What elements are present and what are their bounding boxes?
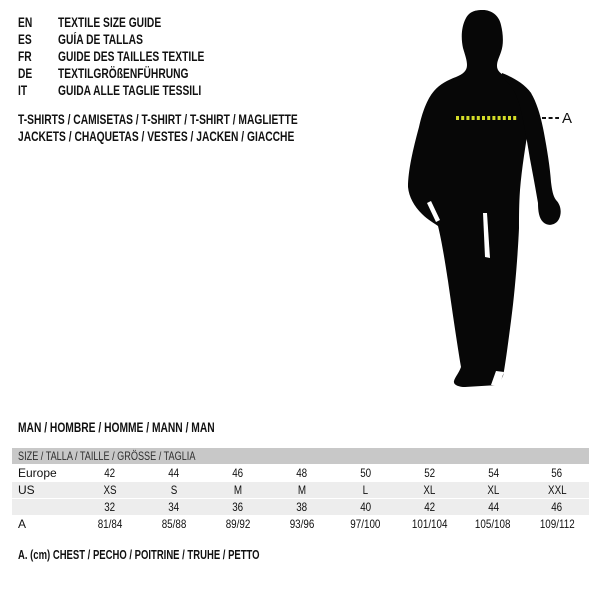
footnote-text: A. (cm) CHEST / PECHO / POITRINE / TRUHE / PETTO bbox=[18, 548, 260, 562]
size-table bbox=[12, 448, 589, 532]
size-table-body bbox=[12, 465, 589, 532]
table-cell: 101/104 bbox=[411, 517, 448, 531]
table-cell: XL bbox=[423, 483, 436, 497]
table-cell: 85/88 bbox=[161, 517, 187, 531]
language-title: GUIDA ALLE TAGLIE TESSILI bbox=[58, 83, 202, 98]
table-cell: 89/92 bbox=[225, 517, 251, 531]
table-row-europe bbox=[12, 465, 589, 481]
table-cell: 44 bbox=[168, 466, 180, 480]
table-cell: L bbox=[362, 483, 369, 497]
category-line: T-SHIRTS / CAMISETAS / T-SHIRT / T-SHIRT / MAGLIETTE bbox=[18, 112, 298, 127]
table-cell: 44 bbox=[487, 500, 499, 514]
table-cell: M bbox=[297, 483, 306, 497]
language-code: DE bbox=[18, 66, 33, 81]
language-code: FR bbox=[18, 49, 32, 64]
table-row-a bbox=[12, 516, 589, 532]
table-cell: 81/84 bbox=[97, 517, 123, 531]
measure-label-a: A bbox=[562, 110, 573, 127]
size-table-header bbox=[12, 448, 589, 464]
row-label: Europe bbox=[18, 466, 57, 480]
table-cell: 36 bbox=[232, 500, 244, 514]
category-line: JACKETS / CHAQUETAS / VESTES / JACKEN / GIACCHE bbox=[18, 129, 295, 144]
table-cell: 48 bbox=[296, 466, 308, 480]
table-cell: 105/108 bbox=[475, 517, 511, 531]
row-label: US bbox=[18, 483, 35, 497]
table-cell: 54 bbox=[487, 466, 499, 480]
table-cell: 42 bbox=[104, 466, 116, 480]
language-code: EN bbox=[18, 15, 33, 30]
table-cell: 32 bbox=[104, 500, 116, 514]
table-cell: 93/96 bbox=[289, 517, 314, 531]
table-cell: 52 bbox=[423, 466, 435, 480]
table-cell: S bbox=[170, 483, 178, 497]
section-title bbox=[18, 420, 277, 435]
table-cell: M bbox=[233, 483, 242, 497]
language-title: GUIDE DES TAILLES TEXTILE bbox=[58, 49, 205, 64]
table-cell: 40 bbox=[359, 500, 371, 514]
table-cell: 97/100 bbox=[350, 517, 381, 531]
table-cell: XS bbox=[103, 483, 117, 497]
table-cell: 46 bbox=[551, 500, 563, 514]
table-row-us bbox=[12, 482, 589, 498]
table-cell: XL bbox=[487, 483, 500, 497]
man-silhouette bbox=[408, 10, 561, 387]
language-code: ES bbox=[18, 32, 32, 47]
table-cell: 38 bbox=[296, 500, 308, 514]
table-cell: XXL bbox=[547, 483, 567, 497]
language-title: GUÍA DE TALLAS bbox=[58, 32, 143, 47]
table-cell: 56 bbox=[551, 466, 563, 480]
row-label: A bbox=[18, 517, 27, 531]
table-cell: 46 bbox=[232, 466, 244, 480]
table-cell: 34 bbox=[168, 500, 180, 514]
footnote bbox=[18, 548, 336, 563]
language-title: TEXTILGRÖßENFÜHRUNG bbox=[58, 66, 189, 81]
language-code: IT bbox=[18, 83, 28, 98]
table-cell: 109/112 bbox=[539, 517, 575, 531]
table-cell: 50 bbox=[359, 466, 371, 480]
language-title: TEXTILE SIZE GUIDE bbox=[58, 15, 162, 30]
table-cell: 42 bbox=[423, 500, 435, 514]
table-row-row2 bbox=[12, 499, 589, 515]
section-title-text: MAN / HOMBRE / HOMME / MANN / MAN bbox=[18, 420, 215, 435]
size-table-header-text: SIZE / TALLA / TAILLE / GRÖSSE / TAGLIA bbox=[18, 449, 196, 463]
